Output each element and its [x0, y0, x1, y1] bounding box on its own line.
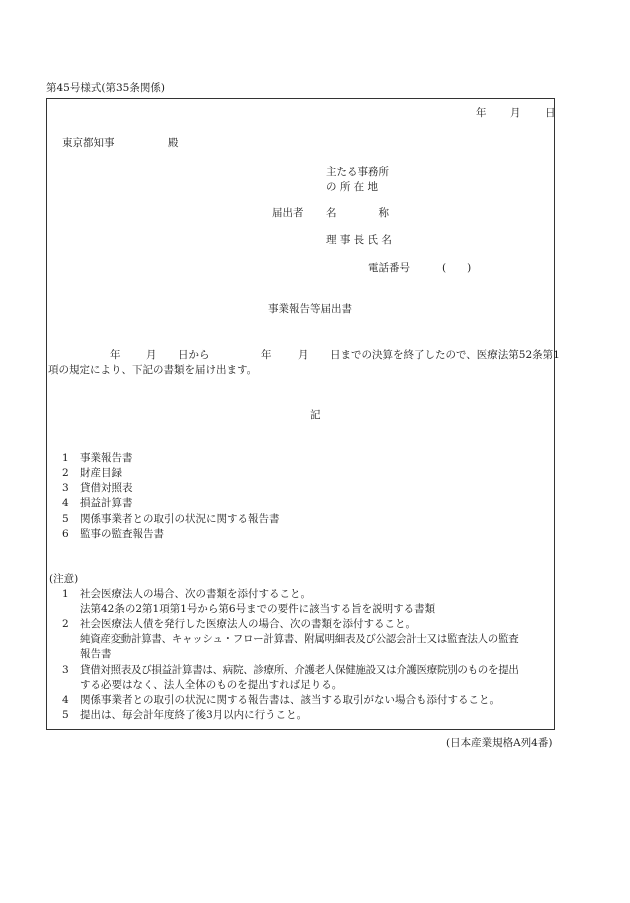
- note-number: 2: [62, 618, 69, 630]
- name-label: 名 称: [326, 207, 389, 219]
- note-line: する必要はなく、法人全体のものを提出すれば足りる。: [80, 679, 343, 691]
- list-item-number: 6: [62, 528, 69, 540]
- list-item-text: 財産目録: [80, 467, 122, 479]
- note-line: 純資産変動計算書、キャッシュ・フロー計算書、附属明細表及び公認会計士又は監査法人の監査: [80, 633, 519, 645]
- note-line: 提出は、毎会計年度終了後3月以内に行うこと。: [80, 709, 308, 721]
- applicant-label: 届出者: [272, 207, 304, 219]
- ki-heading: 記: [310, 409, 321, 421]
- note-line: 関係事業者との取引の状況に関する報告書は、該当する取引がない場合も添付すること。: [80, 694, 500, 706]
- list-item-text: 事業報告書: [80, 452, 133, 464]
- phone-paren: ( ): [442, 262, 472, 274]
- list-item-number: 3: [62, 482, 69, 494]
- note-number: 3: [62, 664, 69, 676]
- note-line: 社会医療法人債を発行した医療法人の場合、次の書類を添付すること。: [80, 618, 416, 630]
- body-day-from: 日から: [178, 349, 210, 361]
- form-number: 第45号様式(第35条関係): [46, 82, 165, 94]
- list-item-text: 貸借対照表: [80, 482, 133, 494]
- note-number: 4: [62, 694, 69, 706]
- list-item-text: 関係事業者との取引の状況に関する報告書: [80, 513, 280, 525]
- list-item-text: 監事の監査報告書: [80, 528, 164, 540]
- list-item-number: 5: [62, 513, 69, 525]
- note-number: 1: [62, 588, 69, 600]
- body-year-2: 年: [261, 349, 272, 361]
- addressee-honorific: 殿: [168, 137, 179, 149]
- date-year: 年: [476, 107, 487, 119]
- body-line-2: 項の規定により、下記の書類を届け出ます。: [48, 364, 258, 376]
- phone-label: 電話番号: [368, 262, 410, 274]
- office-label-line2: の 所 在 地: [326, 181, 379, 193]
- body-year-1: 年: [110, 349, 121, 361]
- note-line: 報告書: [80, 648, 112, 660]
- date-day: 日: [545, 107, 556, 119]
- note-line: 貸借対照表及び損益計算書は、病院、診療所、介護老人保健施設又は介護医療院別のものを提出: [80, 664, 519, 676]
- list-item-text: 損益計算書: [80, 497, 133, 509]
- note-line: 社会医療法人の場合、次の書類を添付すること。: [80, 588, 311, 600]
- footer-standard: (日本産業規格A列4番): [446, 737, 553, 749]
- chairman-label: 理 事 長 氏 名: [326, 234, 392, 246]
- body-month-1: 月: [146, 349, 157, 361]
- body-tail: 日までの決算を終了したので、医療法第52条第1: [330, 349, 560, 361]
- date-month: 月: [510, 107, 521, 119]
- list-item-number: 4: [62, 497, 69, 509]
- office-label-line1: 主たる事務所: [326, 166, 389, 178]
- addressee-name: 東京都知事: [62, 137, 115, 149]
- list-item-number: 2: [62, 467, 69, 479]
- document-title: 事業報告等届出書: [268, 303, 352, 315]
- note-line: 法第42条の2第1項第1号から第6号までの要件に該当する旨を説明する書類: [80, 603, 436, 615]
- note-number: 5: [62, 709, 69, 721]
- body-month-2: 月: [298, 349, 309, 361]
- list-item-number: 1: [62, 452, 69, 464]
- notes-heading: (注意): [49, 573, 79, 585]
